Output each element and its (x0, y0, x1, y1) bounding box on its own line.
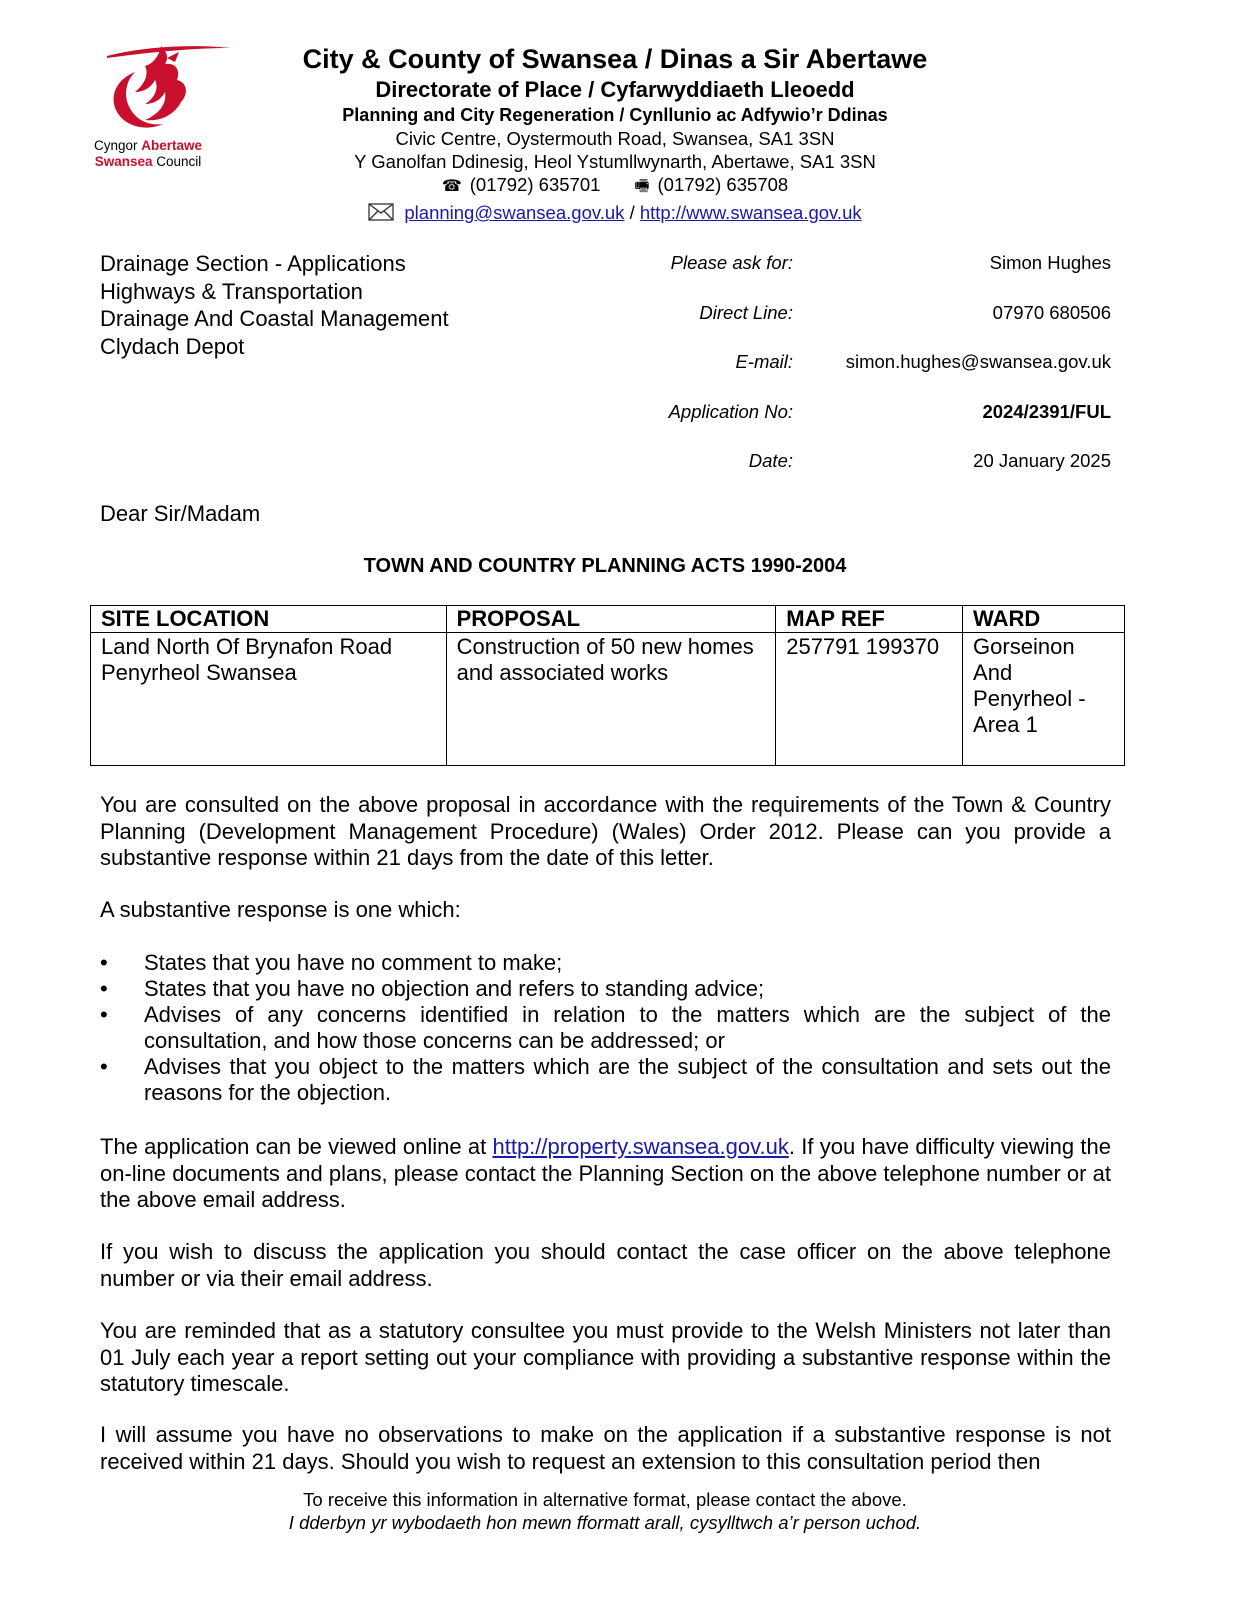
cell-ward: Gorseinon And Penyrheol - Area 1 (963, 633, 1125, 766)
contact-separator: / (629, 202, 635, 223)
substantive-intro-paragraph: A substantive response is one which: (100, 897, 461, 922)
addressee-line: Drainage And Coastal Management (100, 306, 449, 331)
date-value: 20 January 2025 (973, 450, 1111, 471)
observations-paragraph: I will assume you have no observations to make on the application if a substantive response is not received within 21 days. Should you wish to request an extension to this consultation period then (100, 1422, 1111, 1474)
property-website-link[interactable]: http://property.swansea.gov.uk (492, 1134, 789, 1159)
telephone-icon: ☎ (441, 178, 462, 195)
statutory-reminder-paragraph: You are reminded that as a statutory consultee you must provide to the Welsh Ministers not later than 01 July each year a report setting out your compliance with providing a substantive response within the statutory timescale. (100, 1318, 1111, 1396)
list-item: • Advises that you object to the matters which are the subject of the consultation and sets out the reasons for the objection. (100, 1054, 1111, 1105)
direct-line-value: 07970 680506 (992, 301, 1111, 323)
table-header-row (91, 606, 1125, 633)
cell-proposal: Construction of 50 new homes and associated works (446, 633, 776, 766)
list-item: • States that you have no objection and refers to standing advice; (100, 976, 765, 1001)
footer-welsh: I dderbyn yr wybodaeth hon mewn fformatt arall, cysylltwch a’r person uchod. (288, 1512, 922, 1533)
council-logo (80, 42, 216, 192)
address-english: Civic Centre, Oystermouth Road, Swansea, SA1 3SN (395, 128, 835, 149)
cell-map-ref: 257791 199370 (776, 633, 963, 766)
header-site-location: SITE LOCATION (91, 606, 447, 633)
application-no-label: Application No: (668, 400, 793, 422)
letterhead (230, 42, 1000, 227)
phone-number: (01792) 635701 (469, 174, 601, 195)
table-row (91, 633, 1125, 766)
discuss-paragraph: If you wish to discuss the application you should contact the case officer on the above telephone number or via their email address. (100, 1239, 1111, 1291)
cell-site-location: Land North Of Brynafon Road Penyrheol Swansea (91, 633, 447, 766)
salutation: Dear Sir/Madam (100, 501, 261, 526)
bullet-marker: • (100, 950, 108, 975)
email-label: E-mail: (735, 351, 793, 372)
reference-labels (669, 250, 793, 498)
addressee-line: Highways & Transportation (100, 278, 363, 304)
substantive-response-list (100, 950, 1111, 1106)
fax-number: (01792) 635708 (657, 174, 789, 195)
view-online-paragraph: The application can be viewed online at http://property.swansea.gov.uk. If you have difficulty viewing the on-line documents and plans, please contact the Planning Section on the above telephone number or at the above email address. (100, 1134, 1112, 1212)
phone-fax-line (230, 173, 1000, 199)
fax-icon: 🖷 (634, 178, 650, 195)
header-proposal: PROPOSAL (446, 606, 776, 633)
planning-email-link[interactable]: planning@swansea.gov.uk (404, 202, 625, 223)
directorate-name: Directorate of Place / Cyfarwyddiaeth Lleoedd (375, 77, 855, 102)
logo-text-english: Swansea Council (94, 154, 202, 169)
addressee-block (100, 250, 449, 360)
list-item: • States that you have no comment to make; (100, 950, 563, 975)
header-ward: WARD (963, 606, 1125, 633)
ask-for-label: Please ask for: (670, 252, 793, 273)
officer-email-value: simon.hughes@swansea.gov.uk (845, 351, 1111, 372)
bullet-marker: • (100, 976, 108, 1001)
addressee-line: Clydach Depot (100, 333, 245, 359)
bullet-marker: • (100, 1002, 108, 1027)
ask-for-value: Simon Hughes (989, 252, 1111, 273)
list-item: • Advises of any concerns identified in relation to the matters which are the subject of the consultation, and how those concerns can be addressed; or (100, 1002, 1111, 1053)
logo-text-welsh: Cyngor Abertawe (93, 138, 203, 153)
footer-english: To receive this information in alternative format, please contact the above. (303, 1489, 907, 1510)
direct-line-label: Direct Line: (699, 301, 793, 323)
council-website-link[interactable]: http://www.swansea.gov.uk (639, 202, 862, 223)
bullet-marker: • (100, 1054, 108, 1079)
organisation-name: City & County of Swansea / Dinas a Sir Abertawe (302, 44, 928, 74)
address-welsh: Y Ganolfan Ddinesig, Heol Ystumllwynarth, Abertawe, SA1 3SN (354, 151, 876, 172)
envelope-icon (368, 203, 394, 221)
logo-swoosh-icon (105, 42, 233, 60)
header-map-ref: MAP REF (776, 606, 963, 633)
acts-heading: TOWN AND COUNTRY PLANNING ACTS 1990-2004 (363, 555, 847, 577)
site-details-table (90, 605, 1125, 766)
application-no-value: 2024/2391/FUL (982, 400, 1111, 422)
contact-line (230, 199, 1000, 227)
footer (0, 1488, 1210, 1534)
consultation-paragraph: You are consulted on the above proposal in accordance with the requirements of the Town & Country Planning (Development Management Procedure) (Wales) Order 2012. Please can you provide a substantive response within 21 days from the date of this letter. (100, 792, 1111, 870)
reference-values (846, 250, 1111, 498)
department-name: Planning and City Regeneration / Cynllunio ac Adfywio’r Ddinas (342, 105, 888, 125)
addressee-line: Drainage Section - Applications (100, 251, 406, 276)
date-label: Date: (748, 450, 793, 471)
